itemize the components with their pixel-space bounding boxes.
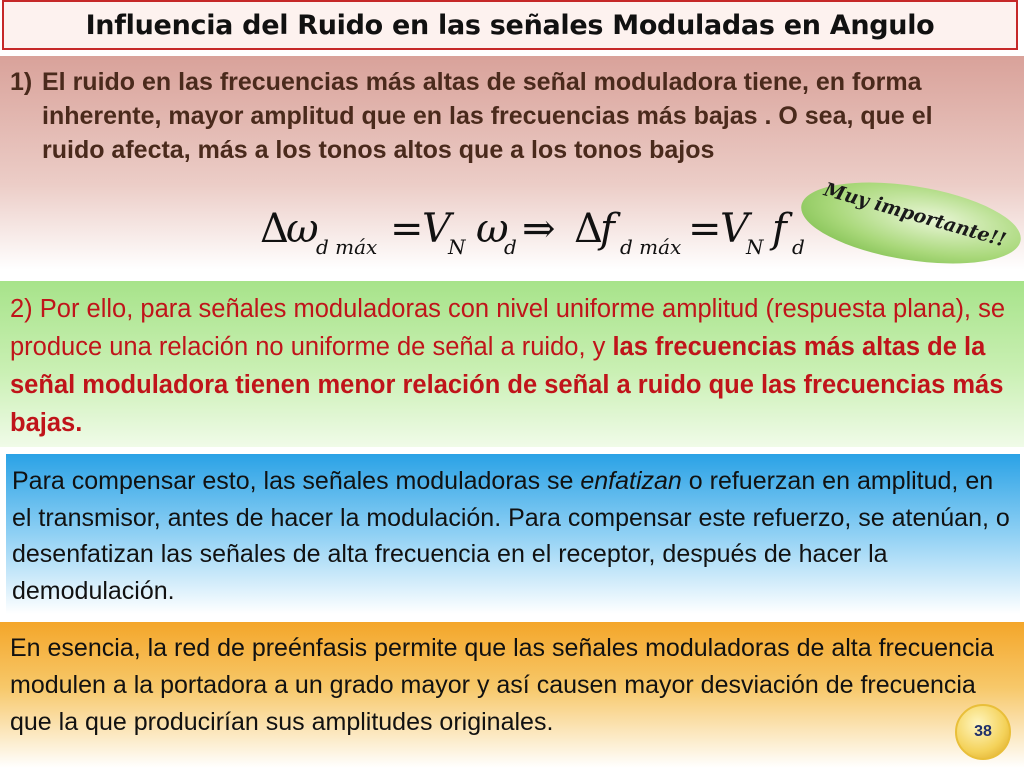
formula-v-1: V [422, 206, 451, 252]
formula-sub-dmax-2: d máx [620, 235, 682, 259]
formula-sub-n-2: N [746, 235, 764, 259]
point-4-text: En esencia, la red de preénfasis permite que las señales moduladoras de alta frecuencia modulen a la portadora a un grado mayor y así causen mayor desviación de frecuencia que la que producirían sus amplitudes originales. [10, 634, 994, 736]
point-3 [12, 463, 1012, 609]
formula-f-1: f [600, 206, 615, 252]
point-1-number: 1) [10, 68, 33, 96]
formula-implies: ⇒ [522, 206, 556, 252]
formula-sub-dmax-1: d máx [316, 235, 378, 259]
formula-omega-1: ω [286, 206, 319, 252]
formula-equals-1: = [390, 206, 424, 252]
point-2-bold-text: las frecuencias más altas de la señal moduladora tienen menor relación de señal a ruido que las frecuencias más bajas. [10, 333, 1004, 437]
formula [260, 196, 820, 266]
point-1-text: El ruido en las frecuencias más altas de señal moduladora tiene, en forma inherente, mayor amplitud que en las frecuencias más bajas . O sea, que el ruido afecta, más a los tonos altos que a los tonos bajos [42, 68, 933, 164]
formula-delta-2: Δ [574, 206, 603, 252]
formula-equals-2: = [688, 206, 722, 252]
slide-title: Influencia del Ruido en las señales Moduladas en Angulo [85, 9, 935, 41]
title-box [2, 0, 1018, 50]
formula-delta-1: Δ [260, 206, 289, 252]
slide-number: 38 [974, 723, 992, 740]
point-2-text: 2) Por ello, para señales moduladoras con nivel uniforme amplitud (respuesta plana), se produce una relación no uniforme de señal a ruido, y [10, 295, 1006, 361]
point-3-text-before: Para compensar esto, las señales moduladoras se [12, 467, 581, 495]
formula-v-2: V [720, 206, 749, 252]
formula-f-2: f [772, 206, 787, 252]
slide-number-badge [955, 704, 1011, 760]
formula-sub-d-1: d [504, 235, 517, 259]
formula-sub-n-1: N [448, 235, 466, 259]
important-badge-text: Muy importante!! [821, 178, 1009, 252]
point-3-text-after: o refuerzan en amplitud, en el transmisor, antes de hacer la modulación. Para compensar este refuerzo, se atenúan, o desenfatizan las señales de alta frecuencia en el receptor, después de hacer la demodulación. [12, 467, 1010, 605]
point-3-italic-text: enfatizan [580, 467, 682, 495]
formula-sub-d-2: d [792, 235, 805, 259]
point-2 [10, 290, 1015, 442]
formula-omega-2: ω [476, 206, 509, 252]
